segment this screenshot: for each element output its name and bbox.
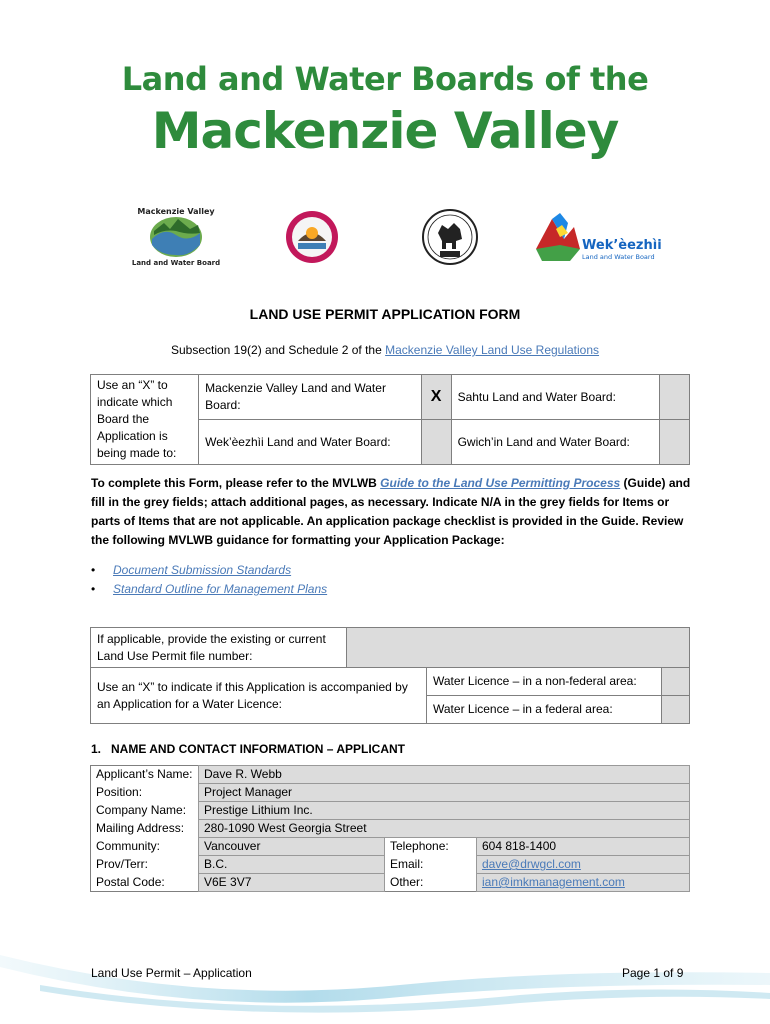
water-licence-nonfederal-label: Water Licence – in a non-federal area: xyxy=(427,668,662,696)
section-1-heading: 1. NAME AND CONTACT INFORMATION – APPLICANT xyxy=(91,742,405,756)
list-item xyxy=(91,561,691,580)
instructions-paragraph xyxy=(91,474,691,550)
footer-page-number: Page 1 of 9 xyxy=(622,966,684,980)
guidance-list xyxy=(91,561,691,599)
board-label-sahtu: Sahtu Land and Water Board: xyxy=(451,375,659,420)
svg-text:Wek’èezhìi: Wek’èezhìi xyxy=(582,238,662,253)
footer-document-title: Land Use Permit – Application xyxy=(91,966,252,980)
svg-text:Land and Water Board: Land and Water Board xyxy=(131,259,221,267)
email-label: Email: xyxy=(390,857,424,871)
subsection-prefix: Subsection 19(2) and Schedule 2 of the xyxy=(170,343,386,357)
regulations-link[interactable]: Mackenzie Valley Land Use Regulations xyxy=(385,343,600,357)
svg-text:Mackenzie Valley: Mackenzie Valley xyxy=(137,207,215,216)
board-label-mvlwb: Mackenzie Valley Land and Water Board: xyxy=(199,375,421,420)
mailing-address-label: Mailing Address: xyxy=(96,821,185,835)
applicant-name-label: Applicant’s Name: xyxy=(96,767,193,782)
other-field[interactable] xyxy=(477,874,690,892)
applicant-contact-table xyxy=(90,765,690,892)
community-label: Community: xyxy=(96,839,161,853)
water-licence-table xyxy=(90,667,690,724)
guide-link[interactable]: Guide to the Land Use Permitting Process xyxy=(380,476,621,490)
form-title: LAND USE PERMIT APPLICATION FORM xyxy=(249,306,521,322)
list-item xyxy=(91,580,691,599)
instructions-part-2: (Guide) and fill in the grey fields; attach additional pages, as necessary. Indicate N/A in the grey fields for Items or parts of Items that are not applicable. An application package checklist is provided in the Guide. Review the following MVLWB guidance for formatting your Application Package: xyxy=(91,476,691,547)
svg-text:Land and Water Board: Land and Water Board xyxy=(582,253,655,261)
mackenzie-valley-land-and-water-board-logo xyxy=(131,205,221,267)
water-licence-federal-label: Water Licence – in a federal area: xyxy=(427,696,662,724)
other-email-link[interactable]: ian@imkmanagement.com xyxy=(482,875,625,889)
water-licence-nonfederal-mark[interactable] xyxy=(662,668,690,696)
email-field[interactable] xyxy=(477,856,690,874)
wekeezhii-land-and-water-board-logo xyxy=(530,205,662,269)
prov-terr-label: Prov/Terr: xyxy=(96,857,149,871)
community-field[interactable]: Vancouver xyxy=(199,838,385,856)
footer-wave-decoration xyxy=(0,945,770,1024)
water-licence-prompt: Use an “X” to indicate if this Application is accompanied by an Application for a Water Licence: xyxy=(91,668,427,724)
mailing-address-field[interactable]: 280-1090 West Georgia Street xyxy=(199,820,690,838)
header-line-2: Mackenzie Valley xyxy=(151,102,619,160)
prov-terr-field[interactable]: B.C. xyxy=(199,856,385,874)
board-label-gwichin: Gwich’in Land and Water Board: xyxy=(451,420,659,465)
board-mark-mvlwb[interactable]: X xyxy=(421,375,451,420)
company-name-label: Company Name: xyxy=(96,803,187,817)
board-selection-table xyxy=(90,374,690,465)
applicant-name-field[interactable]: Dave R. Webb xyxy=(199,766,690,784)
header-line-1: Land and Water Boards of the xyxy=(121,60,649,98)
position-field[interactable]: Project Manager xyxy=(199,784,690,802)
board-label-wekeezhii: Wek’èezhìi Land and Water Board: xyxy=(199,420,421,465)
sahtu-land-and-water-board-logo xyxy=(284,205,340,269)
gwichin-land-and-water-board-logo xyxy=(420,205,480,269)
board-prompt: Use an “X” to indicate which Board the Application is being made to: xyxy=(91,375,199,465)
other-label: Other: xyxy=(390,874,424,889)
subsection-line xyxy=(0,343,770,357)
board-mark-wekeezhii[interactable] xyxy=(421,420,451,465)
postal-code-label: Postal Code: xyxy=(96,874,165,889)
position-label: Position: xyxy=(96,785,143,799)
document-submission-standards-link[interactable]: Document Submission Standards xyxy=(113,563,292,577)
board-mark-sahtu[interactable] xyxy=(659,375,689,420)
existing-permit-table xyxy=(90,627,690,668)
board-mark-gwichin[interactable] xyxy=(659,420,689,465)
postal-code-field[interactable]: V6E 3V7 xyxy=(199,874,385,892)
telephone-field[interactable]: 604 818-1400 xyxy=(477,838,690,856)
instructions-part-1: To complete this Form, please refer to the MVLWB xyxy=(91,476,381,490)
board-logos xyxy=(0,205,770,275)
telephone-label: Telephone: xyxy=(390,839,449,854)
existing-permit-label: If applicable, provide the existing or current Land Use Permit file number: xyxy=(91,628,347,668)
email-link[interactable]: dave@drwgcl.com xyxy=(482,857,581,871)
water-licence-federal-mark[interactable] xyxy=(662,696,690,724)
existing-permit-field[interactable] xyxy=(347,628,690,668)
company-name-field[interactable]: Prestige Lithium Inc. xyxy=(199,802,690,820)
management-plans-outline-link[interactable]: Standard Outline for Management Plans xyxy=(113,582,328,596)
